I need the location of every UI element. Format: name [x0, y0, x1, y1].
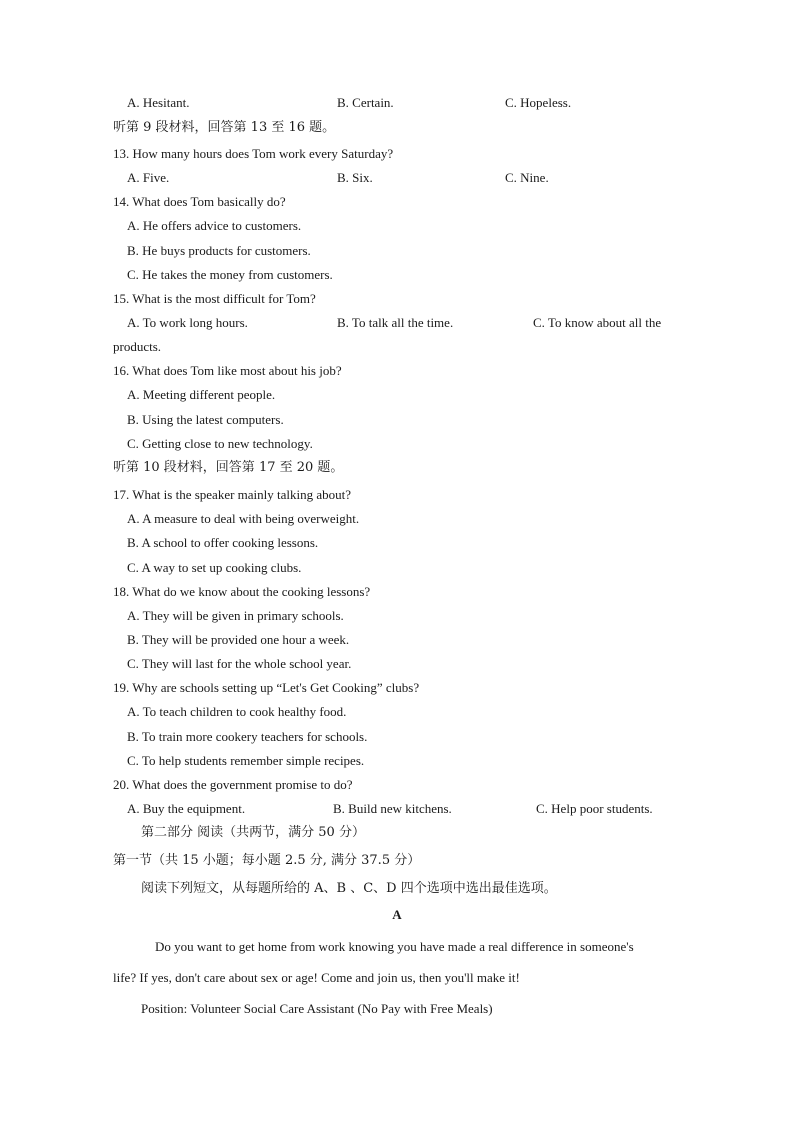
section-1-heading: 第一节（共 15 小题；每小题 2.5 分, 满分 37.5 分）	[113, 853, 421, 868]
section-9-heading: 听第 9 段材料，回答第 13 至 16 题。	[113, 120, 336, 135]
q19-option-c: C. To help students remember simple recipes.	[127, 753, 365, 768]
section-10-heading: 听第 10 段材料，回答第 17 至 20 题。	[113, 460, 344, 475]
q20-option-a: A. Buy the equipment.	[127, 801, 246, 816]
q12-option-c: C. Hopeless.	[505, 95, 572, 110]
q17-option-c: C. A way to set up cooking clubs.	[127, 560, 302, 575]
q16-option-c: C. Getting close to new technology.	[127, 436, 313, 451]
part-2-heading: 第二部分 阅读（共两节，满分 50 分）	[141, 825, 365, 840]
q19-option-b: B. To train more cookery teachers for schools.	[127, 729, 368, 744]
passage-line-1: Do you want to get home from work knowing you have made a real difference in someone's	[155, 939, 634, 954]
q13-option-a: A. Five.	[127, 170, 170, 185]
q16-option-a: A. Meeting different people.	[127, 387, 276, 402]
q18-option-c: C. They will last for the whole school year.	[127, 656, 352, 671]
q20-option-b: B. Build new kitchens.	[333, 801, 452, 816]
question-16: 16. What does Tom like most about his job?	[113, 363, 342, 378]
q15-option-c: C. To know about all the	[533, 315, 662, 330]
q17-option-b: B. A school to offer cooking lessons.	[127, 535, 319, 550]
q17-option-a: A. A measure to deal with being overweight.	[127, 511, 360, 526]
q19-option-a: A. To teach children to cook healthy food.	[127, 704, 347, 719]
q15-option-b: B. To talk all the time.	[337, 315, 454, 330]
reading-instruction: 阅读下列短文，从每题所给的 A、B 、C、D 四个选项中选出最佳选项。	[141, 881, 557, 896]
passage-line-2: life? If yes, don't care about sex or age! Come and join us, then you'll make it!	[113, 970, 520, 985]
question-17: 17. What is the speaker mainly talking about?	[113, 487, 352, 502]
q12-option-b: B. Certain.	[337, 95, 394, 110]
q20-option-c: C. Help poor students.	[536, 801, 653, 816]
question-14: 14. What does Tom basically do?	[113, 194, 286, 209]
q14-option-a: A. He offers advice to customers.	[127, 218, 302, 233]
passage-letter: A	[392, 907, 402, 922]
passage-line-3: Position: Volunteer Social Care Assistant (No Pay with Free Meals)	[141, 1001, 493, 1016]
q12-option-a: A. Hesitant.	[127, 95, 190, 110]
question-15: 15. What is the most difficult for Tom?	[113, 291, 316, 306]
question-13: 13. How many hours does Tom work every Saturday?	[113, 146, 394, 161]
question-18: 18. What do we know about the cooking lessons?	[113, 584, 371, 599]
q14-option-b: B. He buys products for customers.	[127, 243, 311, 258]
q15-option-a: A. To work long hours.	[127, 315, 248, 330]
q14-option-c: C. He takes the money from customers.	[127, 267, 333, 282]
q16-option-b: B. Using the latest computers.	[127, 412, 284, 427]
q18-option-a: A. They will be given in primary schools.	[127, 608, 344, 623]
q18-option-b: B. They will be provided one hour a week.	[127, 632, 350, 647]
question-20: 20. What does the government promise to do?	[113, 777, 353, 792]
q13-option-c: C. Nine.	[505, 170, 549, 185]
q13-option-b: B. Six.	[337, 170, 373, 185]
q15-option-c-continued: products.	[113, 339, 162, 354]
question-19: 19. Why are schools setting up “Let's Get Cooking” clubs?	[113, 680, 420, 695]
